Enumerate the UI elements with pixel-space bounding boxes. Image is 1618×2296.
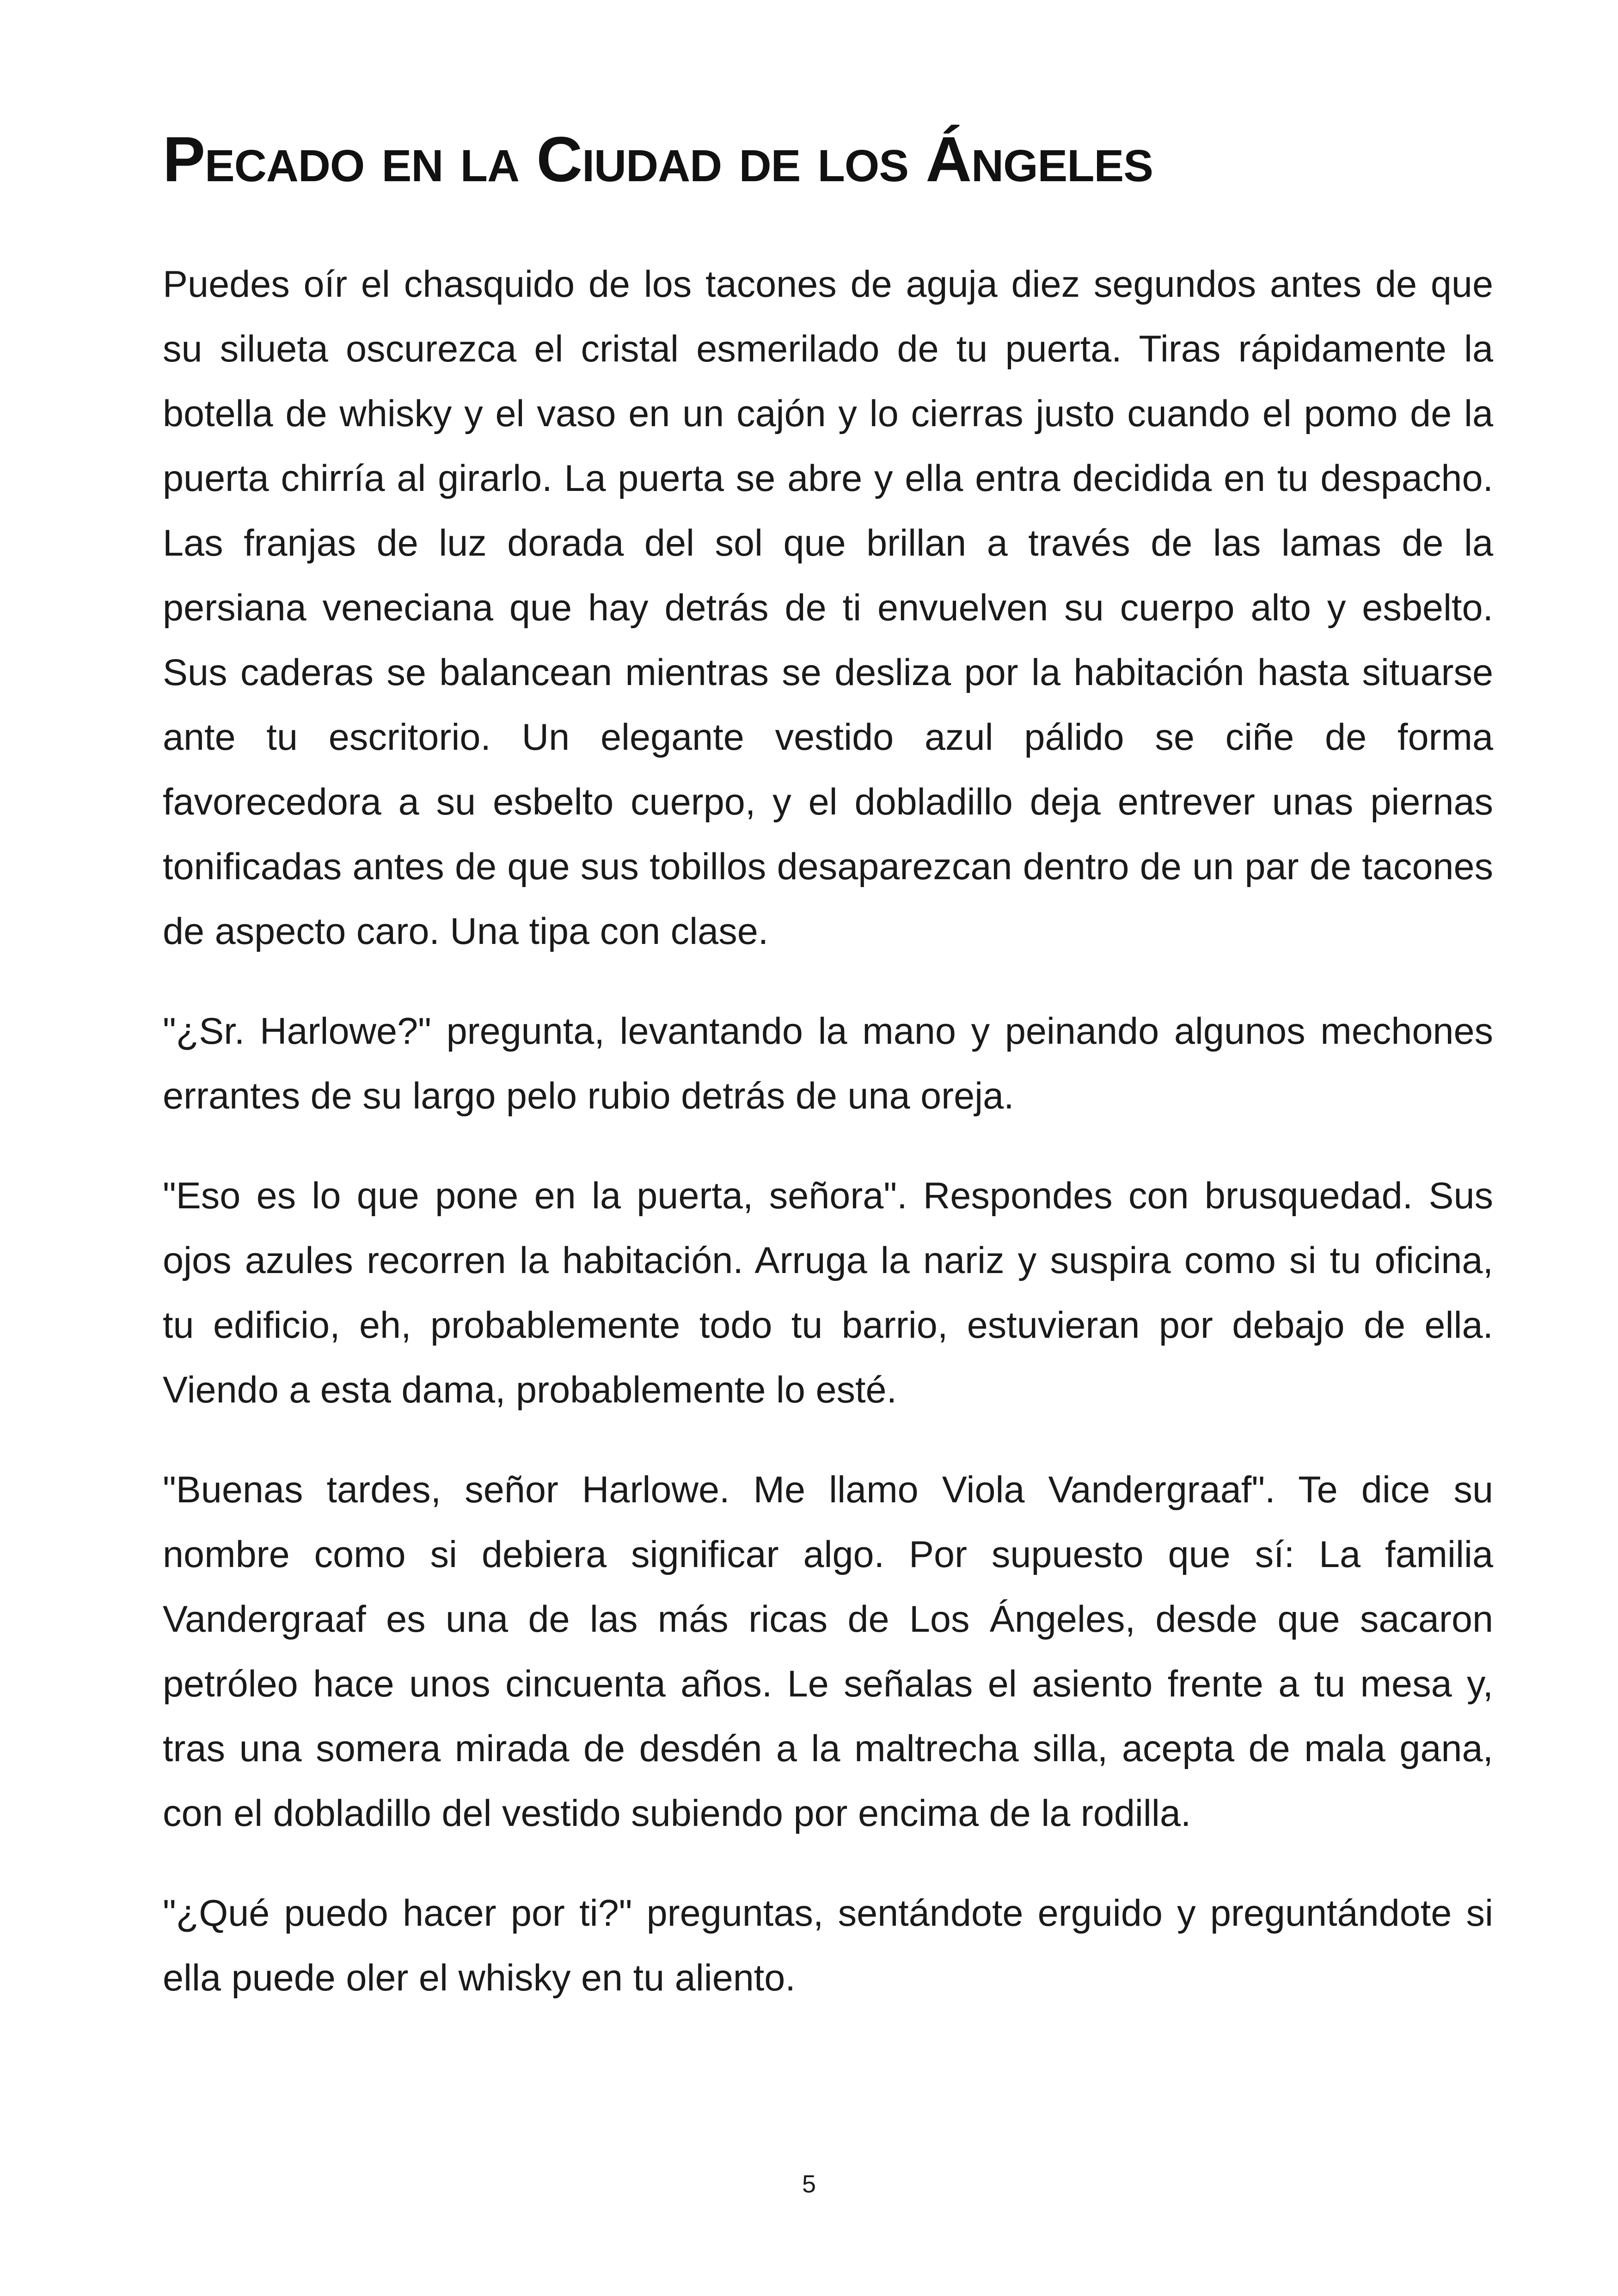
chapter-body bbox=[163, 252, 1493, 2045]
paragraph: "¿Qué puedo hacer por ti?" preguntas, sentándote erguido y preguntándote si ella puede oler el whisky en tu aliento. bbox=[163, 1892, 1493, 1999]
paragraph: "Buenas tardes, señor Harlowe. Me llamo Viola Vandergraaf". Te dice su nombre como si debiera significar algo. Por supuesto que sí: La familia Vandergraaf es una de las más ricas de Los Ángeles, desde que sacaron petróleo hace unos cincuenta años. Le señalas el asiento frente a tu mesa y, tras una somera mirada de desdén a la maltrecha silla, acepta de mala gana, con el dobladillo del vestido subiendo por encima de la rodilla. bbox=[163, 1469, 1493, 1834]
chapter-title: Pecado en la Ciudad de los Ángeles bbox=[163, 124, 1153, 195]
paragraph: Puedes oír el chasquido de los tacones de aguja diez segundos antes de que su silueta oscurezca el cristal esmerilado de tu puerta. Tiras rápidamente la botella de whisky y el vaso en un cajón y lo cierras justo cuando el pomo de la puerta chirría al girarlo. La puerta se abre y ella entra decidida en tu despacho. Las franjas de luz dorada del sol que brillan a través de las lamas de la persiana veneciana que hay detrás de ti envuelven su cuerpo alto y esbelto. Sus caderas se balancean mientras se desliza por la habitación hasta situarse ante tu escritorio. Un elegante vestido azul pálido se ciñe de forma favorecedora a su esbelto cuerpo, y el dobladillo deja entrever unas piernas tonificadas antes de que sus tobillos desaparezcan dentro de un par de tacones de aspecto caro. Una tipa con clase. bbox=[163, 263, 1493, 952]
paragraph: "¿Sr. Harlowe?" pregunta, levantando la mano y peinando algunos mechones errantes de su largo pelo rubio detrás de una oreja. bbox=[163, 1010, 1493, 1117]
page-number: 5 bbox=[802, 2170, 816, 2198]
paragraph: "Eso es lo que pone en la puerta, señora". Respondes con brusquedad. Sus ojos azules recorren la habitación. Arruga la nariz y suspira como si tu oficina, tu edificio, eh, probablemente todo tu barrio, estuvieran por debajo de ella. Viendo a esta dama, probablemente lo esté. bbox=[163, 1175, 1493, 1411]
